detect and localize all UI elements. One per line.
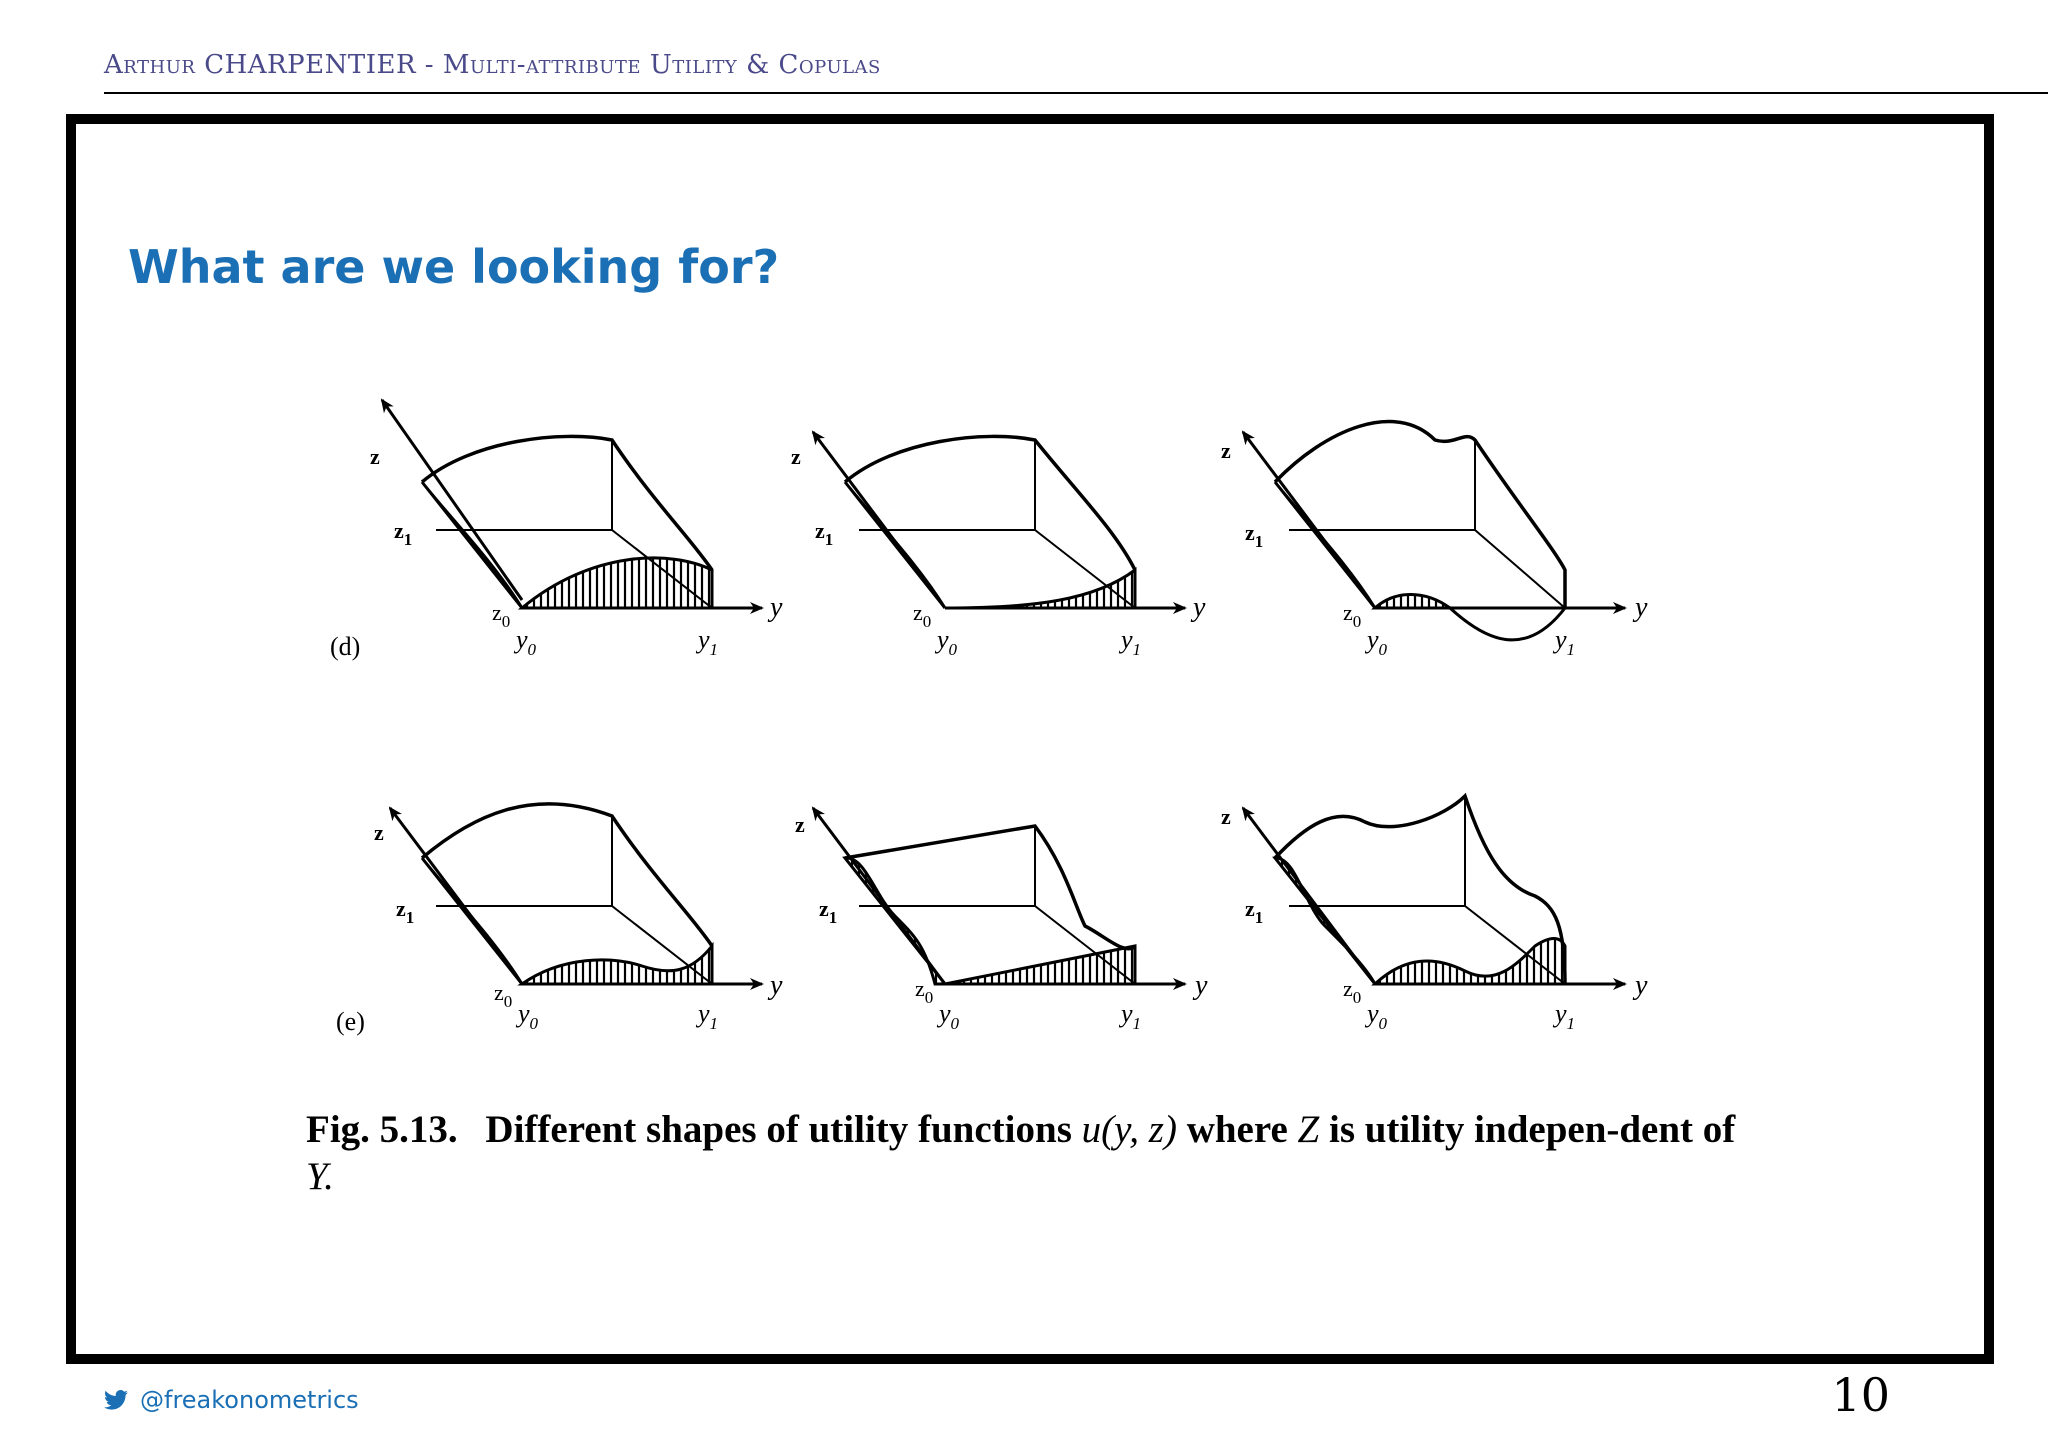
svg-text:y0: $y_0$ [516, 625, 537, 659]
panel-e1 [374, 804, 783, 1033]
svg-text:y1: $y_1$ [1555, 999, 1576, 1033]
svg-text:z: z [370, 444, 380, 469]
svg-text:y0: $y_0$ [939, 999, 960, 1033]
caption-text-before: Different shapes of utility functions [485, 1108, 1072, 1151]
svg-text:z0: $z_0$ [915, 976, 934, 1007]
svg-text:y0: $y_0$ [1367, 625, 1388, 659]
page-number: 10 [1831, 1368, 1890, 1422]
panel-d1 [370, 400, 783, 659]
utility-function-figure [300, 360, 1780, 1080]
svg-text:y: y [1193, 592, 1206, 623]
svg-text:z: z [1221, 438, 1231, 463]
svg-text:y: y [1195, 970, 1208, 1001]
svg-text:y1: $y_1$ [698, 625, 719, 659]
svg-text:y1: $y_1$ [1555, 625, 1576, 659]
svg-text:z1: $z_1$ [396, 896, 415, 927]
panel-d3 [1221, 422, 1648, 659]
svg-text:z: z [791, 444, 801, 469]
row-label-d: (d) [330, 632, 361, 661]
svg-text:y0: $y_0$ [1367, 999, 1388, 1033]
svg-text:z1: $z_1$ [815, 518, 834, 549]
svg-text:z0: $z_0$ [1343, 976, 1362, 1007]
svg-text:z: z [374, 820, 384, 845]
svg-text:z1: $z_1$ [819, 896, 838, 927]
svg-text:y: y [770, 970, 783, 1001]
svg-text:z: z [1221, 804, 1231, 829]
svg-text:y0: $y_0$ [937, 625, 958, 659]
svg-text:y: y [1635, 592, 1648, 623]
svg-text:z1: $z_1$ [1245, 896, 1264, 927]
svg-text:z1: $z_1$ [394, 518, 413, 549]
panel-e2 [795, 808, 1208, 1033]
panel-d2 [791, 432, 1206, 659]
svg-text:y0: $y_0$ [518, 999, 539, 1033]
svg-text:z0: $z_0$ [1343, 600, 1362, 631]
svg-text:z0: $z_0$ [492, 600, 511, 631]
caption-function: u(y, z) [1081, 1108, 1177, 1151]
caption-var-z: Z [1297, 1108, 1320, 1151]
figure-number: Fig. 5.13. [306, 1108, 458, 1151]
caption-text-middle: where [1186, 1108, 1288, 1151]
svg-text:y1: $y_1$ [1121, 625, 1142, 659]
svg-text:y1: $y_1$ [698, 999, 719, 1033]
svg-text:z: z [795, 812, 805, 837]
svg-text:z1: $z_1$ [1245, 520, 1264, 551]
twitter-handle[interactable]: @freakonometrics [140, 1386, 359, 1414]
slide-title: What are we looking for? [128, 240, 780, 294]
row-label-e: (e) [336, 1007, 365, 1036]
caption-var-y: Y. [306, 1155, 334, 1198]
svg-text:y: y [770, 592, 783, 623]
figure-caption [306, 1106, 1766, 1200]
panel-e3 [1221, 796, 1648, 1033]
caption-text-after: is utility indepen-dent of [1328, 1108, 1736, 1151]
header-divider [104, 92, 2048, 94]
svg-text:y: y [1635, 970, 1648, 1001]
svg-text:y1: $y_1$ [1121, 999, 1142, 1033]
twitter-bird-icon [104, 1390, 128, 1410]
footer-social[interactable] [104, 1386, 359, 1414]
svg-text:z0: $z_0$ [913, 600, 932, 631]
running-header: Arthur CHARPENTIER - Multi-attribute Utility & Copulas [104, 50, 881, 80]
svg-text:z0: $z_0$ [494, 980, 513, 1011]
